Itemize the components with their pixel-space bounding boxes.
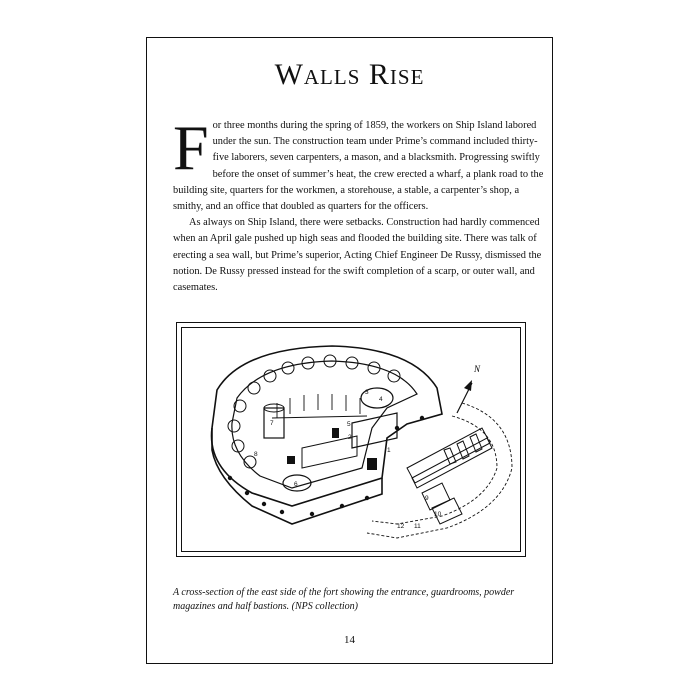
paragraph-2: As always on Ship Island, there were setbacks. Construction had hardly commenced when an April gale pushed up high seas and flooded the building site. There was talk of erecting a sea wall, but Prime’s superior, Acting Chief Engineer De Russy, dismissed the notion. De Russy pressed instead for the swift completion of a scarp, or outer wall, and casemates. [173, 217, 542, 294]
label-8: 8 [254, 451, 258, 458]
page-number: 14 [344, 634, 355, 646]
label-2: 2 [348, 434, 352, 441]
label-5: 5 [347, 421, 351, 428]
book-page [146, 37, 553, 664]
label-7: 7 [270, 420, 274, 427]
label-10: 10 [434, 511, 442, 518]
label-3: 3 [365, 389, 369, 396]
paragraph-1-text: or three months during the spring of 1859, the workers on Ship Island labored under the sun. The construction team under Prime’s command included thirty-five laborers, seven carpenters, a mason, and a blacksmith. Progressing swiftly before the onset of summer’s heat, the crew erected a wharf, a plank road to the building site, quarters for the workmen, a storehouse, a stable, a carpenter’s shop, a smithy, and an office that doubled as quarters for the officers. [173, 120, 544, 213]
label-1: 1 [387, 447, 391, 454]
figure-caption: A cross-section of the east side of the fort showing the entrance, guardrooms, powder magazines and half bastions. (NPS collection) [173, 587, 515, 612]
drop-cap: F [173, 112, 209, 183]
label-9: 9 [425, 495, 429, 502]
paragraph-1 [173, 112, 547, 215]
label-4: 4 [379, 396, 383, 403]
fort-drawing [182, 328, 522, 553]
label-11: 11 [414, 523, 421, 530]
body-text [173, 112, 547, 296]
label-6: 6 [294, 481, 298, 488]
fort-illustration [176, 322, 526, 557]
label-12: 12 [397, 523, 405, 530]
illustration-frame [181, 327, 521, 552]
page-title: Walls Rise [274, 58, 425, 91]
north-label: N [474, 364, 481, 374]
